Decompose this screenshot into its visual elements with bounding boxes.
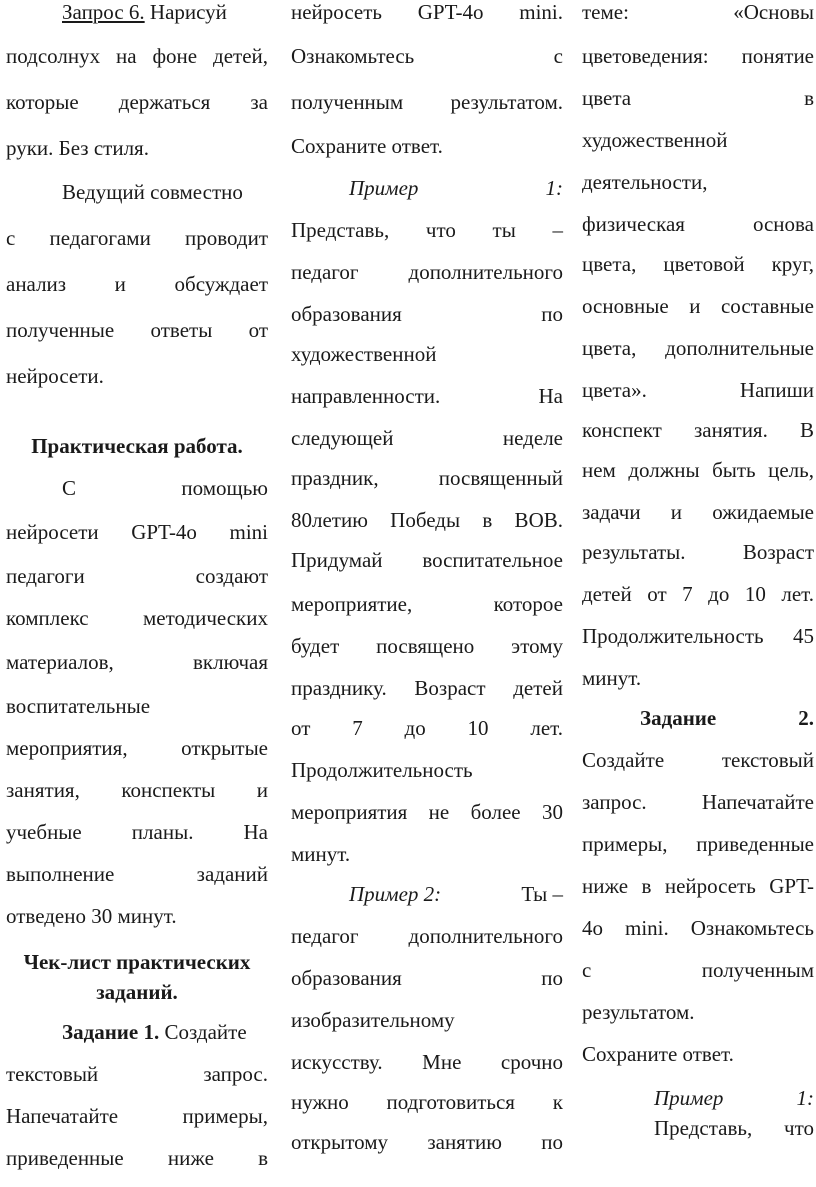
text-line: ниже в нейросеть GPT- (582, 874, 814, 898)
text-line: Ведущий совместно (62, 180, 243, 204)
text-line: задачи и ожидаемые (582, 500, 814, 524)
text-line: нужно подготовиться к (291, 1090, 563, 1114)
section-heading: Практическая работа. (31, 434, 243, 458)
text-line: цветоведения: понятие (582, 44, 814, 68)
text-line: Сохраните ответ. (291, 134, 443, 158)
text-line: направленности. На (291, 384, 563, 408)
text-line: полученным результатом. (291, 90, 563, 114)
example-2-text: Ты – (521, 882, 563, 906)
text-line: деятельности, (582, 170, 708, 194)
text-line: мероприятие, которое (291, 592, 563, 616)
text-line: цвета в (582, 86, 814, 110)
text-line: Продолжительность (291, 758, 473, 782)
text-line: с полученным (582, 958, 814, 982)
text-line: физическая основа (582, 212, 814, 236)
text-line: открытому занятию по (291, 1130, 563, 1154)
text-line: 80летию Победы в ВОВ. (291, 508, 563, 532)
text-line: Ознакомьтесь с (291, 44, 563, 68)
text-line: педагог дополнительного (291, 924, 563, 948)
text-line: Продолжительность 45 (582, 624, 814, 648)
text-line: цвета, дополнительные (582, 336, 814, 360)
text-line: теме: «Основы (582, 0, 814, 24)
text-line: материалов, включая (6, 650, 268, 674)
text-line: анализ и обсуждает (6, 272, 268, 296)
text-line: педагоги создают (6, 564, 268, 588)
text-line: результаты. Возраст (582, 540, 814, 564)
text-line: праздник, посвященный (291, 466, 563, 490)
text-line: конспект занятия. В (582, 418, 814, 442)
text-line: празднику. Возраст детей (291, 676, 563, 700)
text-line: руки. Без стиля. (6, 136, 149, 160)
example-2-label: Пример 2: (349, 882, 442, 906)
text-line: с педагогами проводит (6, 226, 268, 250)
text-line: цвета». Напиши (582, 378, 814, 402)
text-line: Придумай воспитательное (291, 548, 563, 572)
text-line: запрос. Напечатайте (582, 790, 814, 814)
task-1-line (62, 1020, 268, 1044)
text-line: С помощью (62, 476, 268, 500)
text-line: приведенные ниже в (6, 1146, 268, 1170)
text-line: детей от 7 до 10 лет. (582, 582, 814, 606)
text-line: искусству. Мне срочно (291, 1050, 563, 1074)
checklist-heading: Чек-лист практических (23, 950, 251, 974)
text-line: от 7 до 10 лет. (291, 716, 563, 740)
text-line: минут. (291, 842, 351, 866)
text-line: Сохраните ответ. (582, 1042, 734, 1066)
text-line: художественной (582, 128, 728, 152)
text-line: цвета, цветовой круг, (582, 252, 814, 276)
text-line: нем должны быть цель, (582, 458, 814, 482)
text-line: 4o mini. Ознакомьтесь (582, 916, 814, 940)
text-line: образования по (291, 302, 563, 326)
text-line: комплекс методических (6, 606, 268, 630)
checklist-heading-cont: заданий. (96, 980, 178, 1004)
text-line: основные и составные (582, 294, 814, 318)
text-line: мероприятия не более 30 (291, 800, 563, 824)
text-line: следующей неделе (291, 426, 563, 450)
text-line: образования по (291, 966, 563, 990)
query-6-line (62, 0, 268, 24)
query-label: Запрос 6. (62, 0, 145, 24)
text-line: нейросеть GPT-4o mini. (291, 0, 563, 24)
text-line: будет посвящено этому (291, 634, 563, 658)
task-2-label: Задание 2. (640, 706, 814, 730)
text-line: примеры, приведенные (582, 832, 814, 856)
text-line: изобразительному (291, 1008, 455, 1032)
text-line: нейросети. (6, 364, 104, 388)
task-1-label: Задание 1. (62, 1020, 160, 1044)
example-2-line (349, 882, 563, 906)
example-1-label: Пример 1: (349, 176, 563, 200)
text-line: текстовый запрос. (6, 1062, 268, 1086)
text-line: воспитательные (6, 694, 151, 718)
text-line: которые держаться за (6, 90, 268, 114)
text-line: Напечатайте примеры, (6, 1104, 268, 1128)
text-line: учебные планы. На (6, 820, 268, 844)
text-line: результатом. (582, 1000, 695, 1024)
text-line: выполнение заданий (6, 862, 268, 886)
text-line: Представь, что ты – (291, 218, 563, 242)
task-1-text: Создайте (159, 1020, 247, 1044)
text-line: нейросети GPT-4o mini (6, 520, 268, 544)
text-line: Создайте текстовый (582, 748, 814, 772)
query-text: Нарисуй (144, 0, 227, 24)
text-line: художественной (291, 342, 437, 366)
text-line: минут. (582, 666, 642, 690)
text-line: полученные ответы от (6, 318, 268, 342)
text-line: педагог дополнительного (291, 260, 563, 284)
text-line: мероприятия, открытые (6, 736, 268, 760)
text-line: Представь, что (654, 1116, 814, 1140)
text-line: отведено 30 минут. (6, 904, 177, 928)
text-line: подсолнух на фоне детей, (6, 44, 268, 68)
text-line: занятия, конспекты и (6, 778, 268, 802)
example-1-label-right: Пример 1: (654, 1086, 814, 1110)
